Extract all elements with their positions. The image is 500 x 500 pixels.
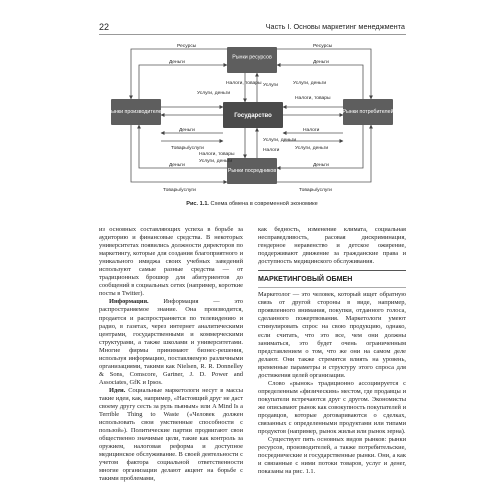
figure-caption — [99, 201, 405, 207]
label-money-right-top: Деньги — [313, 60, 329, 65]
exchange-flow-diagram — [99, 41, 405, 196]
label-goods-services-mid-left: Товары/услуги — [171, 146, 204, 151]
svg-text:Рынки посредников — [228, 168, 277, 174]
label-services-money-top-left: Услуги, деньги — [197, 91, 231, 96]
right-paragraph-3: Слово «рынок» традиционно ассоциируется с определенным «физическим» местом, где продавцы и покупатели встречаются друг с другом. Экономисты же описывают рынок как совокупность покупателей и продавцов, которые договариваются о сделках, связанных с определенными продуктами или типами продуктов (например, рынок жилья или рынок зерна). — [258, 379, 406, 436]
label-resources-left: Ресурсы — [177, 44, 197, 49]
label-taxes-mid-right: Налоги — [303, 128, 320, 133]
header-rule — [99, 34, 406, 35]
ideas-lead: Идеи. — [109, 386, 126, 394]
figure-caption-text: Схема обмена в современной экономике — [209, 201, 318, 207]
right-paragraph-4: Существует пять основных видов рынков: рынки ресурсов, производителей, а также потребительские, посреднические и государственные рынки. Они, а как и связанные с ними потоки товаров, услуг и денег, показаны на рис. 1.1. — [258, 436, 406, 476]
running-head: Часть I. Основы маркетинг менеджмента — [265, 22, 405, 31]
label-services-money-bottom-right: Услуги, деньги — [263, 138, 297, 143]
label-taxes-goods-top-right: Налоги, товары — [295, 96, 331, 101]
information-lead: Информация. — [109, 298, 149, 306]
left-text-column — [99, 226, 243, 484]
svg-text:Рынки потребителей — [342, 108, 393, 115]
figure-caption-label: Рис. 1.1. — [186, 201, 209, 207]
svg-text:Рынки ресурсов — [232, 55, 272, 61]
node-consumer-markets-label: Рынки потребителей — [342, 109, 394, 115]
label-money-left-top: Деньги — [169, 60, 185, 65]
label-goods-services-bottom-left: Товары/услуги — [163, 188, 196, 193]
label-money-mid-left: Деньги — [179, 128, 195, 133]
section-rule — [258, 270, 406, 271]
label-resources-right: Ресурсы — [313, 44, 333, 49]
section-heading: МАРКЕТИНГОВЫЙ ОБМЕН — [258, 275, 353, 284]
label-services-money-bottom-left: Услуги, деньги — [199, 159, 233, 164]
label-taxes-bottom-right: Налоги — [263, 148, 280, 153]
right-text-column — [258, 226, 406, 476]
right-paragraph-2: Маркетолог — это человек, который ищет обратную связь от другой стороны в виде, например, проявленного внимания, покупки, отданного голоса, сделанного пожертвования. Маркетологи умеют стимулировать спрос на свою продукцию, однако, если считать, что это все, чем они должны заниматься, это будет очень ограниченным представлением о том, что же они на самом деле делают. Они также стремятся влиять на уровень, временные параметры и структуру этого спроса для достижения целей организации. — [258, 291, 406, 379]
label-taxes-goods-bottom-left: Налоги, товары — [199, 152, 235, 157]
label-money-bottom-left: Деньги — [169, 163, 185, 168]
label-services-money-top-right: Услуги, деньги — [293, 81, 327, 86]
label-money-bottom-right: Деньги — [313, 163, 329, 168]
svg-text:Рынки производителей — [108, 108, 165, 115]
information-text: Информация — это распространяемое знание. Она производится, продается и распространяется по телевидению и радио, в газетах, через интернет аналитическими центрами, государственными и коммерческими структурами, а также школами и университетами. Многие фирмы принимают бизнес-решения, используя информацию, поставляемую различными организациями, такими как Nielsen, R. R. Donnelley & Sons, Comscore, Gartner, J. D. Power and Associates, GfK и Ipsos. — [99, 298, 243, 386]
label-taxes-goods-top: Налоги, товары — [226, 81, 262, 86]
label-services-top: Услуги — [263, 83, 279, 88]
left-paragraph-information — [99, 298, 243, 387]
node-resource-markets-label: Рынки ресурсов — [232, 54, 272, 61]
left-paragraph-1: из основных составляющих успеха в борьбе за аудиторию и финансовые средства. В некоторых университетах появились должности директоров по маркетингу, которые для создания благоприятного и уникального имиджа своих учебных заведений используют самые разные средства — от традиционных брошюр для абитуриентов до сообщений в социальных сетях (например, короткие посты в Twitter). — [99, 226, 243, 298]
label-services-money-mid-right: Услуги, деньги — [295, 146, 329, 151]
page-number: 22 — [99, 22, 110, 32]
label-goods-services-bottom-right: Товары/услуги — [299, 188, 332, 193]
section-underline — [258, 287, 406, 288]
node-intermediary-markets-label: Рынки посредников — [227, 168, 277, 174]
ideas-text: Социальные маркетологи несут в массы такие идеи, как, например, «Настоящий друг не даст своему другу сесть за руль пьяным» или A Mind Is a Terrible Thing to Waste («Человек должен использовать свои умственные способности с пользой»). Политические партии продвигают свои общественно значимые цели, такие как контроль за оружием, налоговая реформа и доступное медицинское обслуживание. В своей деятельности с учетом фактора социальной ответственности многие организации делают акцент на борьбе с такими проблемами, — [99, 386, 243, 483]
left-paragraph-ideas — [99, 387, 243, 484]
node-producer-markets-label: Рынки производителей — [107, 109, 165, 115]
svg-text:Государство — [234, 113, 272, 119]
node-government-label: Государство — [234, 113, 272, 119]
right-paragraph-1: как бедность, изменение климата, социальная несправедливость, расовая дискриминация, гендерное неравенство и детское ожирение, поддерживают движение за гражданские права и доступность медицинского обслуживания. — [258, 226, 406, 266]
